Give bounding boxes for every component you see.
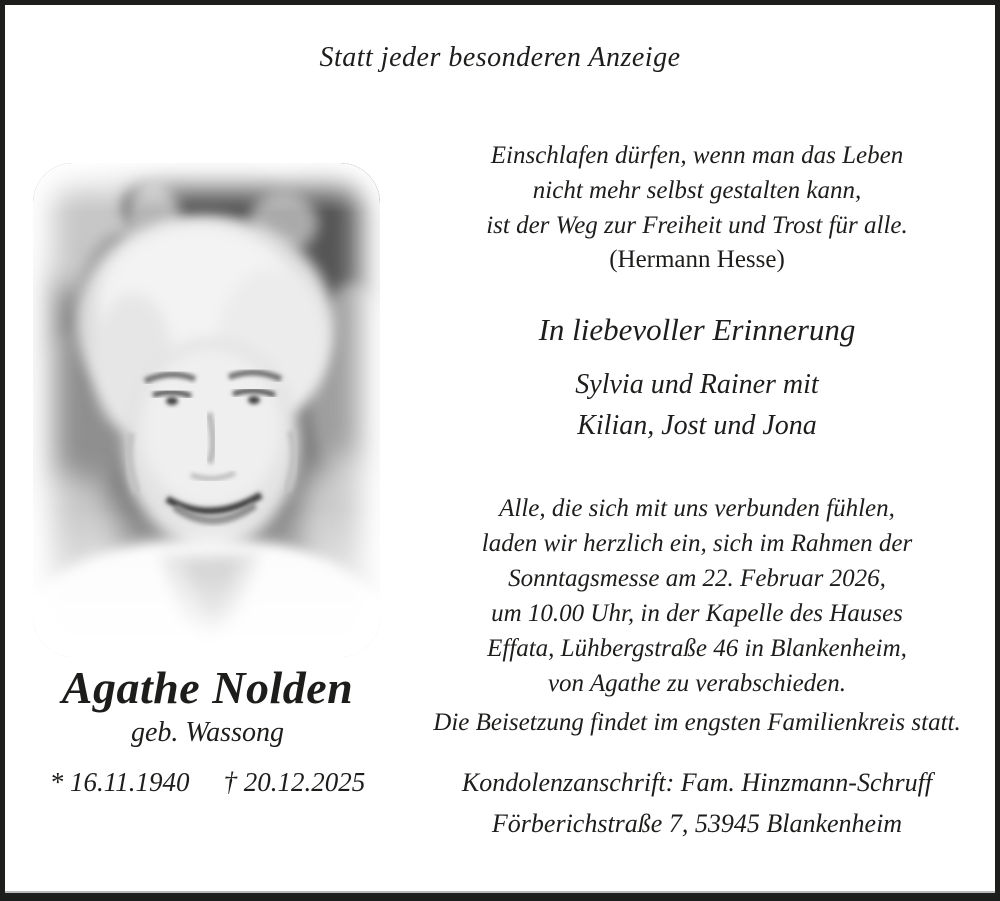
portrait-illustration [33,163,380,657]
invitation-line: Sonntagsmesse am 22. Februar 2026, [508,565,886,592]
birth-date: * 16.11.1940 [49,767,190,797]
quote-line: Einschlafen dürfen, wenn man das Leben [490,142,904,169]
condolence-line: Kondolenzanschrift: Fam. Hinzmann-Schruff [461,768,933,797]
invitation-line: um 10.00 Uhr, in der Kapelle des Hauses [491,600,903,627]
invitation-block [403,491,991,701]
invitation-line: Effata, Lühbergstraße 46 in Blankenheim, [487,635,907,662]
condolence-block [403,762,991,844]
condolence-line: Förberichstraße 7, 53945 Blankenheim [491,809,903,838]
burial-note: Die Beisetzung findet im engsten Familienkreis statt. [433,709,961,736]
notice-text-column [403,138,991,844]
quote-line: ist der Weg zur Freiheit und Trost für alle. [486,212,908,239]
mourner-line: Kilian, Jost und Jona [577,410,817,441]
mourner-line: Sylvia und Rainer mit [575,369,819,400]
death-date: † 20.12.2025 [223,767,366,797]
life-dates [15,765,400,799]
header-motto: Statt jeder besonderen Anzeige [319,42,681,73]
invitation-line: von Agathe zu verabschieden. [547,670,847,697]
invitation-line: Alle, die sich mit uns verbunden fühlen, [499,495,895,522]
invitation-line: laden wir herzlich ein, sich im Rahmen der [481,530,913,557]
deceased-name: Agathe Nolden [61,662,354,713]
portrait-photo [33,163,380,657]
portrait-face [123,338,299,548]
mourners-block [403,364,991,446]
memorial-heading: In liebevoller Erinnerung [538,312,856,347]
deceased-birth-name: geb. Wassong [131,717,284,748]
quote-line: nicht mehr selbst gestalten kann, [532,177,862,204]
quote-attribution: (Hermann Hesse) [609,246,785,273]
quote-block [403,138,991,276]
